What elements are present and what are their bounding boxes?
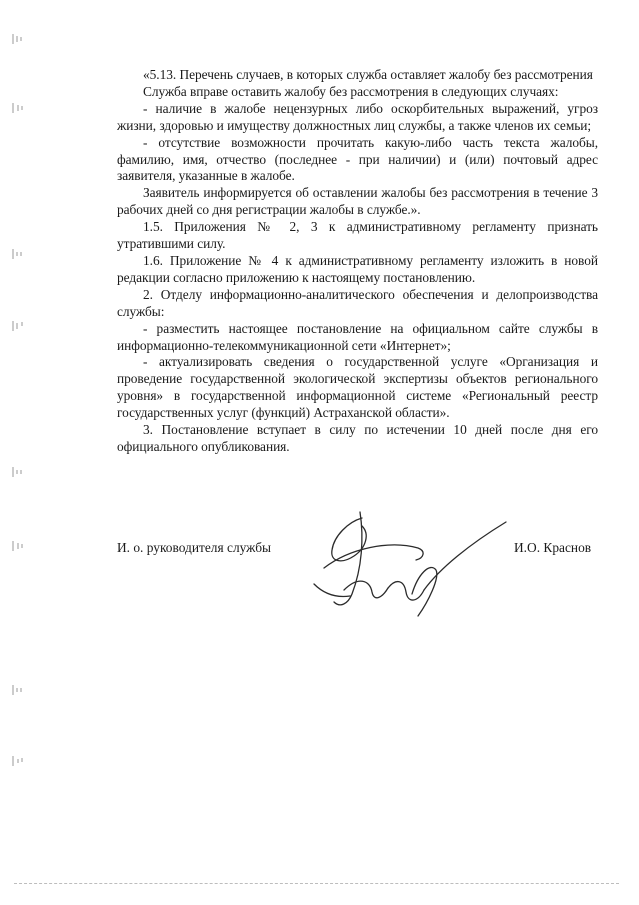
binding-mark-icon: [11, 33, 25, 45]
binding-mark-icon: [11, 684, 25, 696]
paragraph-2-update-registry: - актуализировать сведения о государственной услуге «Организация и проведение государственной экологической экспертизы объектов регионального уровня» в государственной информационной системе «Региональный реестр государственных услуг (функций) Астраханской области».: [117, 354, 598, 421]
paragraph-1-6: 1.6. Приложение № 4 к административному регламенту изложить в новой редакции согласно приложению к настоящему постановлению.: [117, 252, 598, 285]
paragraph-3: 3. Постановление вступает в силу по истечении 10 дней после дня его официального опубликования.: [117, 422, 598, 454]
signatory-title: И. о. руководителя службы: [117, 540, 272, 555]
handwritten-signature: [300, 498, 510, 618]
paragraph-unreadable-text: - отсутствие возможности прочитать какую-либо часть текста жалобы, фамилию, имя, отчество (последнее - при наличии) и (или) почтовый адрес заявителя, указанные в жалобе.: [117, 134, 598, 184]
paragraph-applicant-informed: Заявитель информируется об оставлении жалобы без рассмотрения в течение 3 рабочих дней со дня регистрации жалобы в службе.».: [117, 185, 598, 218]
signatory-name: И.О. Краснов: [514, 540, 592, 555]
paragraph-2-publish: - разместить настоящее постановление на официальном сайте службы в информационно-телекоммуникационной сети «Интернет»;: [117, 320, 598, 353]
paragraph-1-5: 1.5. Приложения № 2, 3 к административному регламенту признать утратившими силу.: [117, 219, 598, 252]
binding-mark-icon: [11, 466, 25, 478]
binding-mark-icon: [11, 248, 25, 260]
paragraph-2: 2. Отделу информационно-аналитического обеспечения и делопроизводства службы:: [117, 286, 598, 319]
binding-mark-icon: [11, 320, 25, 332]
scan-bottom-edge: [14, 883, 619, 884]
document-body: [117, 67, 598, 456]
binding-mark-icon: [11, 755, 25, 767]
paragraph-obscene-language: - наличие в жалобе нецензурных либо оскорбительных выражений, угроз жизни, здоровью и имуществу должностных лиц службы, а также членов их семьи;: [117, 100, 598, 133]
paragraph-grounds-intro: Служба вправе оставить жалобу без рассмотрения в следующих случаях:: [143, 83, 559, 99]
binding-mark-icon: [11, 540, 25, 552]
paragraph-5-13-heading: «5.13. Перечень случаев, в которых служба оставляет жалобу без рассмотрения: [143, 67, 593, 82]
binding-mark-icon: [11, 102, 25, 114]
